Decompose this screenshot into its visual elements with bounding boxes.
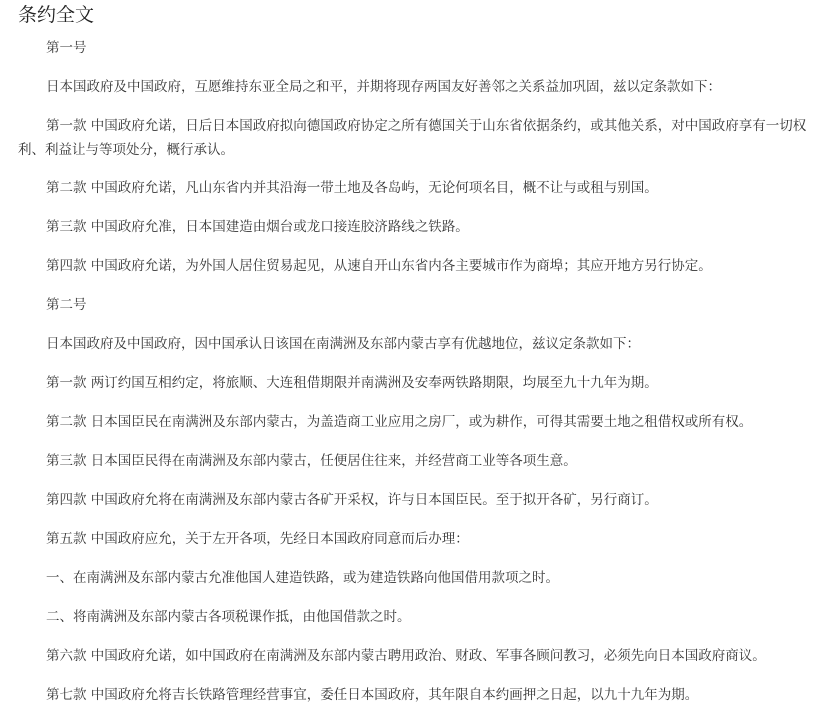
article-2-3: 第三款 日本国臣民得在南满洲及东部内蒙古，任便居住往来，并经营商工业等各项生意。 [46,453,577,469]
document-title: 条约全文 [18,4,95,26]
article-2-5-item-2: 二、将南满洲及东部内蒙古各项税课作抵，由他国借款之时。 [46,609,411,625]
article-2-4: 第四款 中国政府允将在南满洲及东部内蒙古各矿开采权，许与日本国臣民。至于拟开各矿，另行商订。 [46,492,658,508]
article-1-2: 第二款 中国政府允诺，凡山东省内并其沿海一带土地及各岛屿，无论何项名目，概不让与或租与别国。 [46,180,658,196]
article-2-1: 第一款 两订约国互相约定，将旅顺、大连租借期限并南满洲及安奉两铁路期限，均展至九十九年为期。 [46,375,658,391]
section-heading-1: 第一号 [46,40,87,56]
article-1-3: 第三款 中国政府允准，日本国建造由烟台或龙口接连胶济路线之铁路。 [46,219,469,235]
article-2-7: 第七款 中国政府允将吉长铁路管理经营事宜，委任日本国政府，其年限自本约画押之日起，以九十九年为期。 [46,687,699,703]
section-heading-2: 第二号 [46,297,87,313]
article-2-5: 第五款 中国政府应允，关于左开各项，先经日本国政府同意而后办理： [46,531,469,547]
article-2-5-item-1: 一、在南满洲及东部内蒙古允准他国人建造铁路，或为建造铁路向他国借用款项之时。 [46,570,559,586]
article-2-2: 第二款 日本国臣民在南满洲及东部内蒙古，为盖造商工业应用之房厂，或为耕作，可得其需要土地之租借权或所有权。 [46,414,753,430]
article-1-1: 第一款 中国政府允诺，日后日本国政府拟向德国政府协定之所有德国关于山东省依据条约，或其他关系，对中国政府享有一切权利、利益让与等项处分，概行承认。 [18,118,807,158]
preamble-1: 日本国政府及中国政府，互愿维持东亚全局之和平，并期将现存两国友好善邻之关系益加巩固，兹以定条款如下： [46,79,721,95]
preamble-2: 日本国政府及中国政府，因中国承认日该国在南满洲及东部内蒙古享有优越地位，兹议定条款如下： [46,336,640,352]
article-2-6: 第六款 中国政府允诺，如中国政府在南满洲及东部内蒙古聘用政治、财政、军事各顾问教习，必须先向日本国政府商议。 [46,648,766,664]
article-1-4: 第四款 中国政府允诺，为外国人居住贸易起见，从速自开山东省内各主要城市作为商埠；其应开地方另行协定。 [46,258,712,274]
